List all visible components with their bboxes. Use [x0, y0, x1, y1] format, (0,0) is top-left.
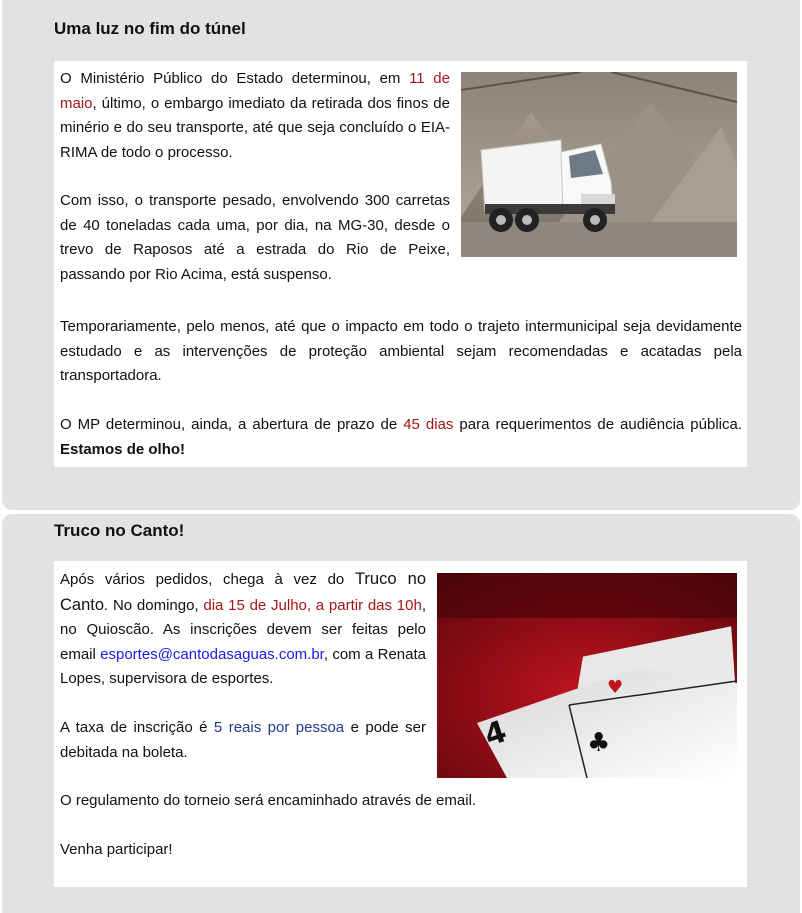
article-paragraph-2: Com isso, o transporte pesado, envolvendo 300 carretas de 40 toneladas cada uma, por dia, na MG-30, desde o trevo de Raposos até a estrada do Rio de Peixe, passando por Rio Acima, está suspenso.: [60, 192, 450, 283]
card-rank: 4: [480, 714, 512, 754]
article-paragraph-4: [60, 413, 742, 462]
text: O MP determinou, ainda, a abertura de prazo de: [60, 416, 404, 433]
article-paragraph-1: [60, 67, 450, 165]
cards-photo: [437, 573, 737, 778]
highlight-days: 45 dias: [403, 416, 454, 433]
highlight-date: 11 de maio: [60, 70, 450, 112]
news-card-2: [2, 514, 800, 913]
text: . No domingo,: [104, 596, 204, 614]
truck-photo: [461, 72, 737, 257]
text: , no Quioscão. As inscrições devem ser feitas pelo email: [60, 596, 426, 663]
club-suit-icon: ♣: [587, 728, 611, 758]
article-paragraph-1: [60, 567, 426, 692]
text: O Ministério Público do Estado determinou, em: [60, 70, 410, 87]
article-content: [54, 61, 747, 467]
article-content: [54, 561, 747, 887]
bold-text: Estamos de olho!: [60, 440, 186, 458]
article-paragraph-3: Temporariamente, pelo menos, até que o impacto em todo o trajeto intermunicipal seja devidamente estudado e as intervenções de proteção ambiental sejam recomendadas e acatadas pela transportadora.: [60, 318, 742, 384]
text: , com a Renata Lopes, supervisora de esportes.: [60, 645, 426, 687]
article-title: Truco no Canto!: [54, 521, 185, 540]
article-paragraph-3: O regulamento do torneio será encaminhado através de email.: [60, 792, 477, 809]
text: para requerimentos de audiência pública.: [453, 416, 742, 433]
event-name: Truco no Canto: [60, 570, 426, 614]
heart-suit-icon: ♥: [607, 677, 624, 698]
playing-cards-image: [437, 573, 737, 778]
text: Após vários pedidos, chega à vez do: [60, 571, 355, 588]
highlight-price: 5 reais por pessoa: [213, 719, 345, 736]
email-link[interactable]: esportes@cantodasaguas.com.br: [100, 645, 324, 663]
article-title: Uma luz no fim do túnel: [54, 19, 246, 38]
article-paragraph-4: Venha participar!: [60, 841, 173, 858]
text: e pode ser debitada na boleta.: [60, 719, 426, 761]
article-paragraph-2: [60, 716, 426, 765]
highlight-date: dia 15 de Julho, a partir das 10h: [203, 596, 422, 614]
news-card-1: [2, 0, 800, 510]
text: , último, o embargo imediato da retirada dos finos de minério e do seu transporte, até que seja concluído o EIA-RIMA de todo o processo.: [60, 94, 450, 161]
text: A taxa de inscrição é: [60, 719, 214, 736]
truck-image: [461, 72, 737, 257]
